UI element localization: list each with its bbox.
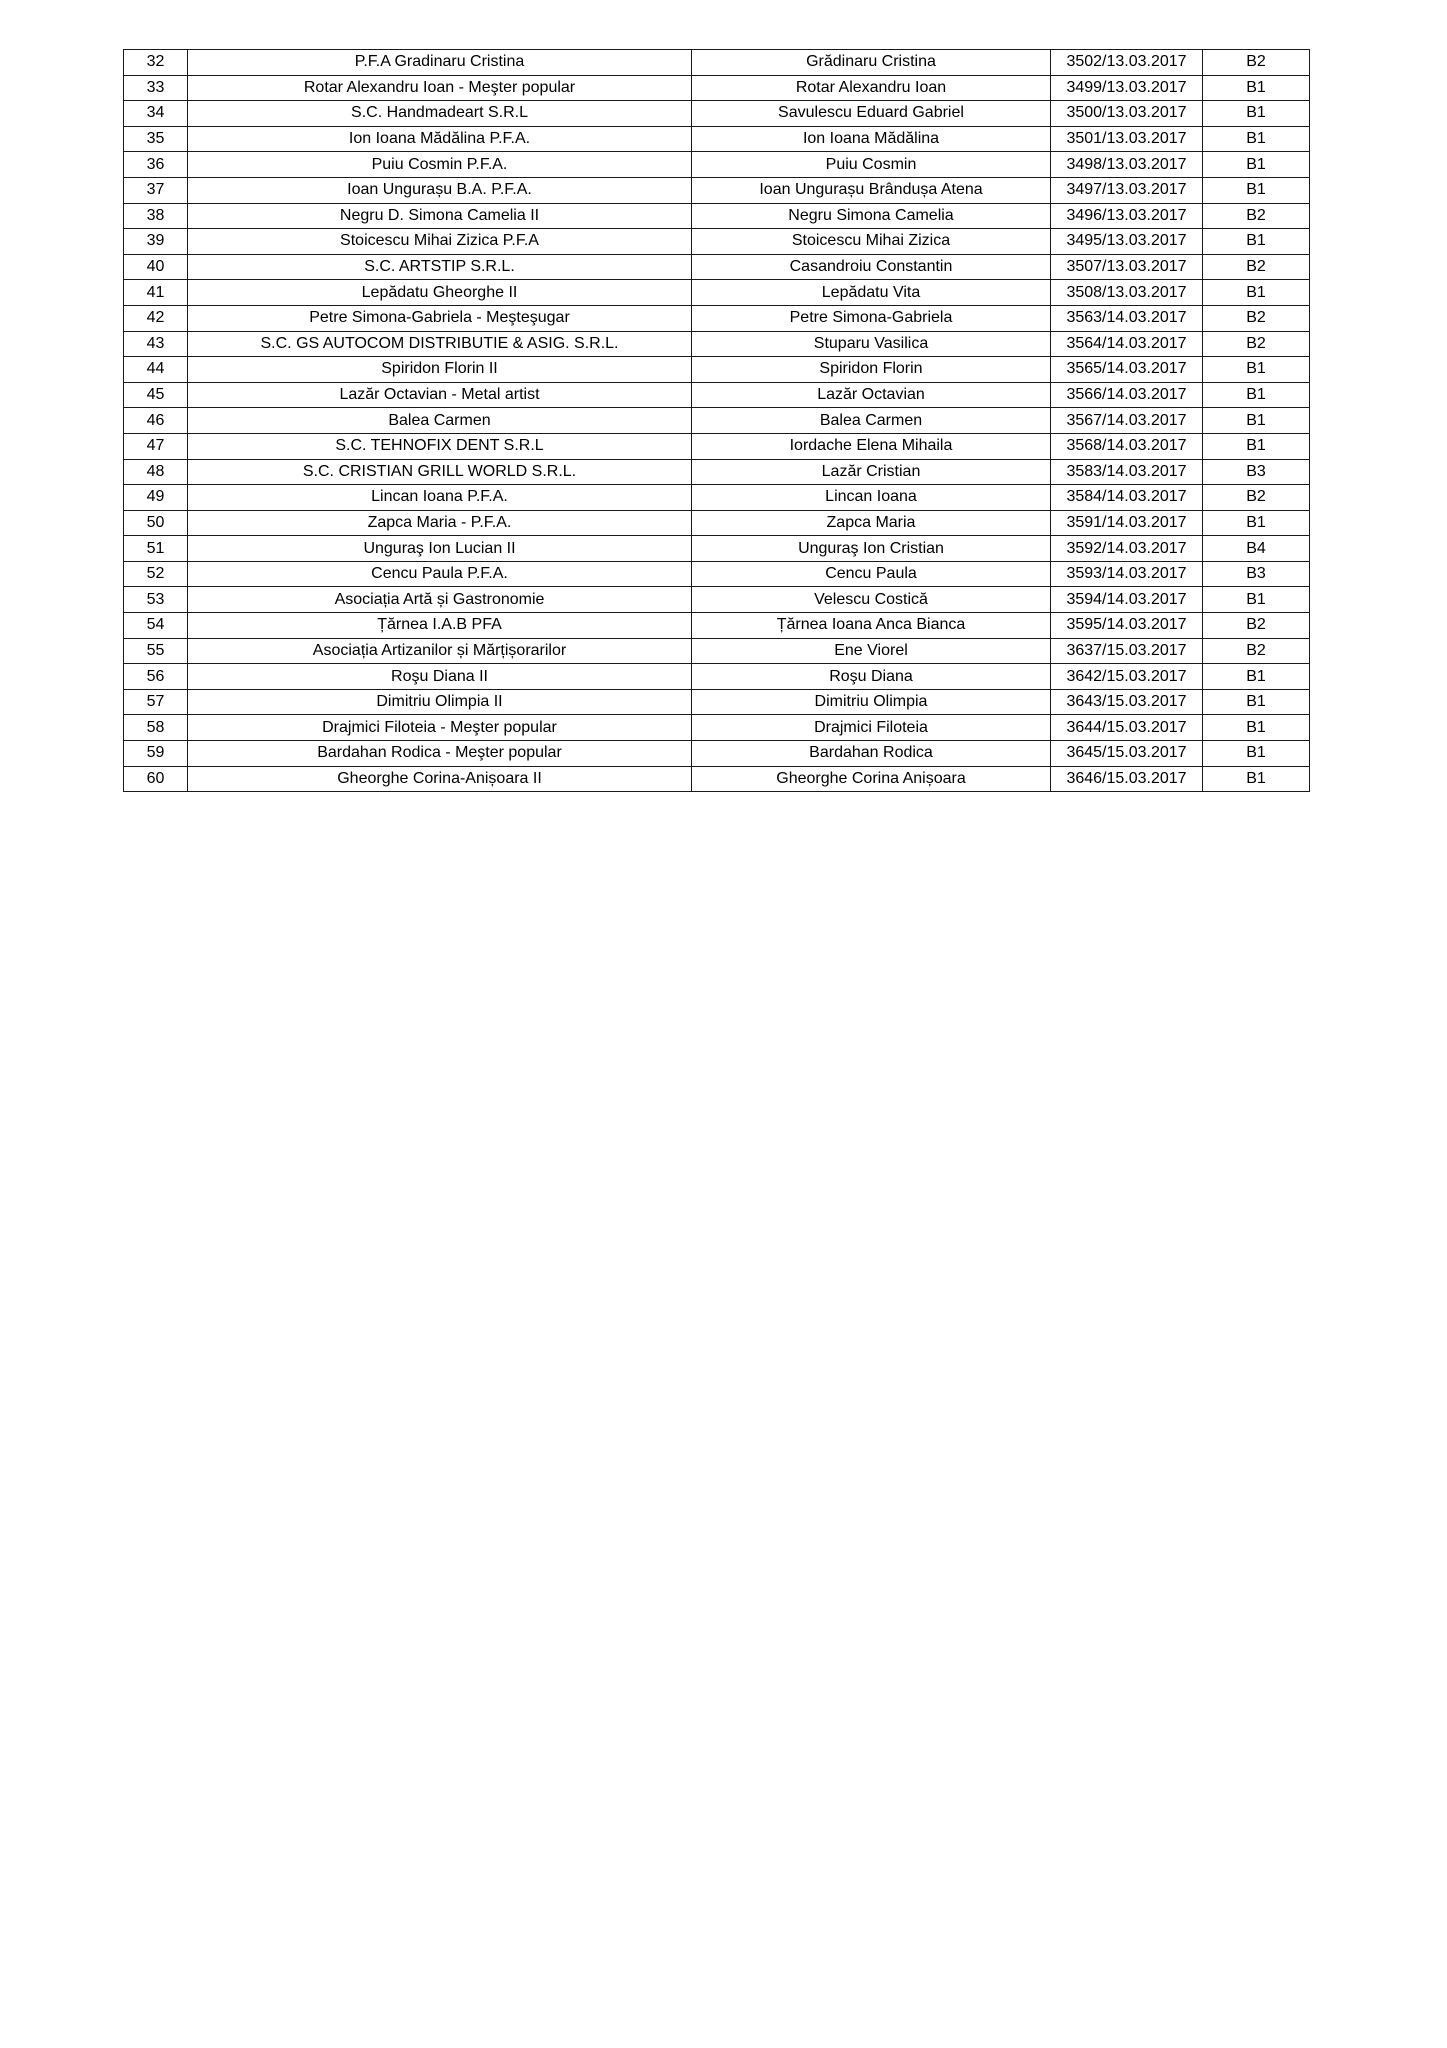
table-row [124, 331, 1310, 357]
registration-number-cell: 3496/13.03.2017 [1051, 203, 1203, 229]
category-cell: B1 [1203, 510, 1310, 536]
representative-name-cell: Spiridon Florin [692, 357, 1051, 383]
row-number-cell: 55 [124, 638, 188, 664]
category-cell: B2 [1203, 485, 1310, 511]
registry-table-body [124, 50, 1310, 792]
registration-number-cell: 3592/14.03.2017 [1051, 536, 1203, 562]
representative-name-cell: Drajmici Filoteia [692, 715, 1051, 741]
representative-name-cell: Stuparu Vasilica [692, 331, 1051, 357]
registration-number-cell: 3594/14.03.2017 [1051, 587, 1203, 613]
category-cell: B1 [1203, 741, 1310, 767]
row-number-cell: 51 [124, 536, 188, 562]
business-name-cell: Zapca Maria - P.F.A. [188, 510, 692, 536]
table-row [124, 715, 1310, 741]
representative-name-cell: Lepădatu Vita [692, 280, 1051, 306]
registration-number-cell: 3637/15.03.2017 [1051, 638, 1203, 664]
representative-name-cell: Țărnea Ioana Anca Bianca [692, 613, 1051, 639]
registration-number-cell: 3591/14.03.2017 [1051, 510, 1203, 536]
row-number-cell: 47 [124, 433, 188, 459]
registration-number-cell: 3646/15.03.2017 [1051, 766, 1203, 792]
table-row [124, 357, 1310, 383]
business-name-cell: Lincan Ioana P.F.A. [188, 485, 692, 511]
category-cell: B1 [1203, 433, 1310, 459]
business-name-cell: Gheorghe Corina-Anișoara II [188, 766, 692, 792]
category-cell: B2 [1203, 254, 1310, 280]
business-name-cell: Bardahan Rodica - Meşter popular [188, 741, 692, 767]
row-number-cell: 60 [124, 766, 188, 792]
registration-number-cell: 3583/14.03.2017 [1051, 459, 1203, 485]
table-row [124, 536, 1310, 562]
business-name-cell: Negru D. Simona Camelia II [188, 203, 692, 229]
registration-number-cell: 3508/13.03.2017 [1051, 280, 1203, 306]
representative-name-cell: Negru Simona Camelia [692, 203, 1051, 229]
registration-number-cell: 3501/13.03.2017 [1051, 126, 1203, 152]
table-row [124, 152, 1310, 178]
row-number-cell: 32 [124, 50, 188, 76]
business-name-cell: S.C. GS AUTOCOM DISTRIBUTIE & ASIG. S.R.L. [188, 331, 692, 357]
registration-number-cell: 3567/14.03.2017 [1051, 408, 1203, 434]
business-name-cell: Ion Ioana Mădălina P.F.A. [188, 126, 692, 152]
business-name-cell: Drajmici Filoteia - Meşter popular [188, 715, 692, 741]
row-number-cell: 38 [124, 203, 188, 229]
category-cell: B2 [1203, 613, 1310, 639]
category-cell: B1 [1203, 408, 1310, 434]
row-number-cell: 48 [124, 459, 188, 485]
row-number-cell: 52 [124, 561, 188, 587]
business-name-cell: Lepădatu Gheorghe II [188, 280, 692, 306]
representative-name-cell: Ion Ioana Mădălina [692, 126, 1051, 152]
row-number-cell: 36 [124, 152, 188, 178]
registration-number-cell: 3643/15.03.2017 [1051, 689, 1203, 715]
registration-number-cell: 3565/14.03.2017 [1051, 357, 1203, 383]
representative-name-cell: Unguraş Ion Cristian [692, 536, 1051, 562]
category-cell: B2 [1203, 203, 1310, 229]
category-cell: B1 [1203, 229, 1310, 255]
business-name-cell: Balea Carmen [188, 408, 692, 434]
representative-name-cell: Roşu Diana [692, 664, 1051, 690]
category-cell: B2 [1203, 305, 1310, 331]
business-name-cell: Asociația Artizanilor și Mărțișorarilor [188, 638, 692, 664]
row-number-cell: 35 [124, 126, 188, 152]
business-name-cell: Ioan Ungurașu B.A. P.F.A. [188, 177, 692, 203]
registration-number-cell: 3642/15.03.2017 [1051, 664, 1203, 690]
table-row [124, 254, 1310, 280]
representative-name-cell: Savulescu Eduard Gabriel [692, 101, 1051, 127]
table-row [124, 75, 1310, 101]
category-cell: B1 [1203, 177, 1310, 203]
registration-number-cell: 3564/14.03.2017 [1051, 331, 1203, 357]
category-cell: B2 [1203, 638, 1310, 664]
table-row [124, 101, 1310, 127]
representative-name-cell: Velescu Costică [692, 587, 1051, 613]
representative-name-cell: Lazăr Cristian [692, 459, 1051, 485]
table-row [124, 305, 1310, 331]
registration-number-cell: 3644/15.03.2017 [1051, 715, 1203, 741]
representative-name-cell: Dimitriu Olimpia [692, 689, 1051, 715]
registration-number-cell: 3500/13.03.2017 [1051, 101, 1203, 127]
representative-name-cell: Lazăr Octavian [692, 382, 1051, 408]
table-row [124, 587, 1310, 613]
table-row [124, 203, 1310, 229]
representative-name-cell: Casandroiu Constantin [692, 254, 1051, 280]
table-row [124, 408, 1310, 434]
category-cell: B1 [1203, 101, 1310, 127]
row-number-cell: 33 [124, 75, 188, 101]
business-name-cell: S.C. ARTSTIP S.R.L. [188, 254, 692, 280]
row-number-cell: 53 [124, 587, 188, 613]
business-name-cell: Puiu Cosmin P.F.A. [188, 152, 692, 178]
table-row [124, 664, 1310, 690]
representative-name-cell: Stoicescu Mihai Zizica [692, 229, 1051, 255]
table-row [124, 766, 1310, 792]
category-cell: B4 [1203, 536, 1310, 562]
business-name-cell: Roşu Diana II [188, 664, 692, 690]
table-row [124, 510, 1310, 536]
business-name-cell: Asociația Artă și Gastronomie [188, 587, 692, 613]
table-row [124, 229, 1310, 255]
business-name-cell: Cencu Paula P.F.A. [188, 561, 692, 587]
business-name-cell: Lazăr Octavian - Metal artist [188, 382, 692, 408]
representative-name-cell: Balea Carmen [692, 408, 1051, 434]
representative-name-cell: Lincan Ioana [692, 485, 1051, 511]
registration-number-cell: 3563/14.03.2017 [1051, 305, 1203, 331]
representative-name-cell: Cencu Paula [692, 561, 1051, 587]
registration-number-cell: 3502/13.03.2017 [1051, 50, 1203, 76]
category-cell: B3 [1203, 561, 1310, 587]
table-row [124, 382, 1310, 408]
business-name-cell: S.C. TEHNOFIX DENT S.R.L [188, 433, 692, 459]
row-number-cell: 57 [124, 689, 188, 715]
category-cell: B1 [1203, 357, 1310, 383]
table-row [124, 741, 1310, 767]
representative-name-cell: Gheorghe Corina Anișoara [692, 766, 1051, 792]
business-name-cell: Spiridon Florin II [188, 357, 692, 383]
category-cell: B2 [1203, 331, 1310, 357]
row-number-cell: 39 [124, 229, 188, 255]
row-number-cell: 45 [124, 382, 188, 408]
row-number-cell: 49 [124, 485, 188, 511]
table-row [124, 280, 1310, 306]
representative-name-cell: Petre Simona-Gabriela [692, 305, 1051, 331]
business-name-cell: Rotar Alexandru Ioan - Meşter popular [188, 75, 692, 101]
category-cell: B1 [1203, 664, 1310, 690]
representative-name-cell: Bardahan Rodica [692, 741, 1051, 767]
table-row [124, 126, 1310, 152]
row-number-cell: 41 [124, 280, 188, 306]
category-cell: B3 [1203, 459, 1310, 485]
table-row [124, 613, 1310, 639]
business-name-cell: Dimitriu Olimpia II [188, 689, 692, 715]
business-name-cell: S.C. CRISTIAN GRILL WORLD S.R.L. [188, 459, 692, 485]
table-row [124, 433, 1310, 459]
category-cell: B2 [1203, 50, 1310, 76]
registration-number-cell: 3568/14.03.2017 [1051, 433, 1203, 459]
category-cell: B1 [1203, 766, 1310, 792]
representative-name-cell: Iordache Elena Mihaila [692, 433, 1051, 459]
table-row [124, 485, 1310, 511]
category-cell: B1 [1203, 126, 1310, 152]
category-cell: B1 [1203, 75, 1310, 101]
row-number-cell: 37 [124, 177, 188, 203]
table-row [124, 50, 1310, 76]
row-number-cell: 44 [124, 357, 188, 383]
registration-number-cell: 3499/13.03.2017 [1051, 75, 1203, 101]
category-cell: B1 [1203, 689, 1310, 715]
registration-number-cell: 3497/13.03.2017 [1051, 177, 1203, 203]
registration-number-cell: 3593/14.03.2017 [1051, 561, 1203, 587]
table-row [124, 689, 1310, 715]
registration-number-cell: 3645/15.03.2017 [1051, 741, 1203, 767]
business-name-cell: Petre Simona-Gabriela - Meşteşugar [188, 305, 692, 331]
row-number-cell: 34 [124, 101, 188, 127]
representative-name-cell: Rotar Alexandru Ioan [692, 75, 1051, 101]
row-number-cell: 46 [124, 408, 188, 434]
row-number-cell: 42 [124, 305, 188, 331]
representative-name-cell: Ene Viorel [692, 638, 1051, 664]
representative-name-cell: Ioan Ungurașu Brândușa Atena [692, 177, 1051, 203]
category-cell: B1 [1203, 152, 1310, 178]
registration-number-cell: 3495/13.03.2017 [1051, 229, 1203, 255]
registration-number-cell: 3507/13.03.2017 [1051, 254, 1203, 280]
category-cell: B1 [1203, 382, 1310, 408]
registration-number-cell: 3595/14.03.2017 [1051, 613, 1203, 639]
business-name-cell: S.C. Handmadeart S.R.L [188, 101, 692, 127]
business-name-cell: Țărnea I.A.B PFA [188, 613, 692, 639]
row-number-cell: 58 [124, 715, 188, 741]
representative-name-cell: Grădinaru Cristina [692, 50, 1051, 76]
category-cell: B1 [1203, 280, 1310, 306]
table-row [124, 459, 1310, 485]
category-cell: B1 [1203, 715, 1310, 741]
row-number-cell: 50 [124, 510, 188, 536]
row-number-cell: 40 [124, 254, 188, 280]
row-number-cell: 59 [124, 741, 188, 767]
representative-name-cell: Puiu Cosmin [692, 152, 1051, 178]
registration-number-cell: 3584/14.03.2017 [1051, 485, 1203, 511]
registry-table [123, 49, 1310, 792]
representative-name-cell: Zapca Maria [692, 510, 1051, 536]
category-cell: B1 [1203, 587, 1310, 613]
business-name-cell: Unguraş Ion Lucian II [188, 536, 692, 562]
table-row [124, 177, 1310, 203]
business-name-cell: P.F.A Gradinaru Cristina [188, 50, 692, 76]
row-number-cell: 43 [124, 331, 188, 357]
table-row [124, 638, 1310, 664]
row-number-cell: 56 [124, 664, 188, 690]
registration-number-cell: 3566/14.03.2017 [1051, 382, 1203, 408]
registration-number-cell: 3498/13.03.2017 [1051, 152, 1203, 178]
row-number-cell: 54 [124, 613, 188, 639]
table-row [124, 561, 1310, 587]
business-name-cell: Stoicescu Mihai Zizica P.F.A [188, 229, 692, 255]
